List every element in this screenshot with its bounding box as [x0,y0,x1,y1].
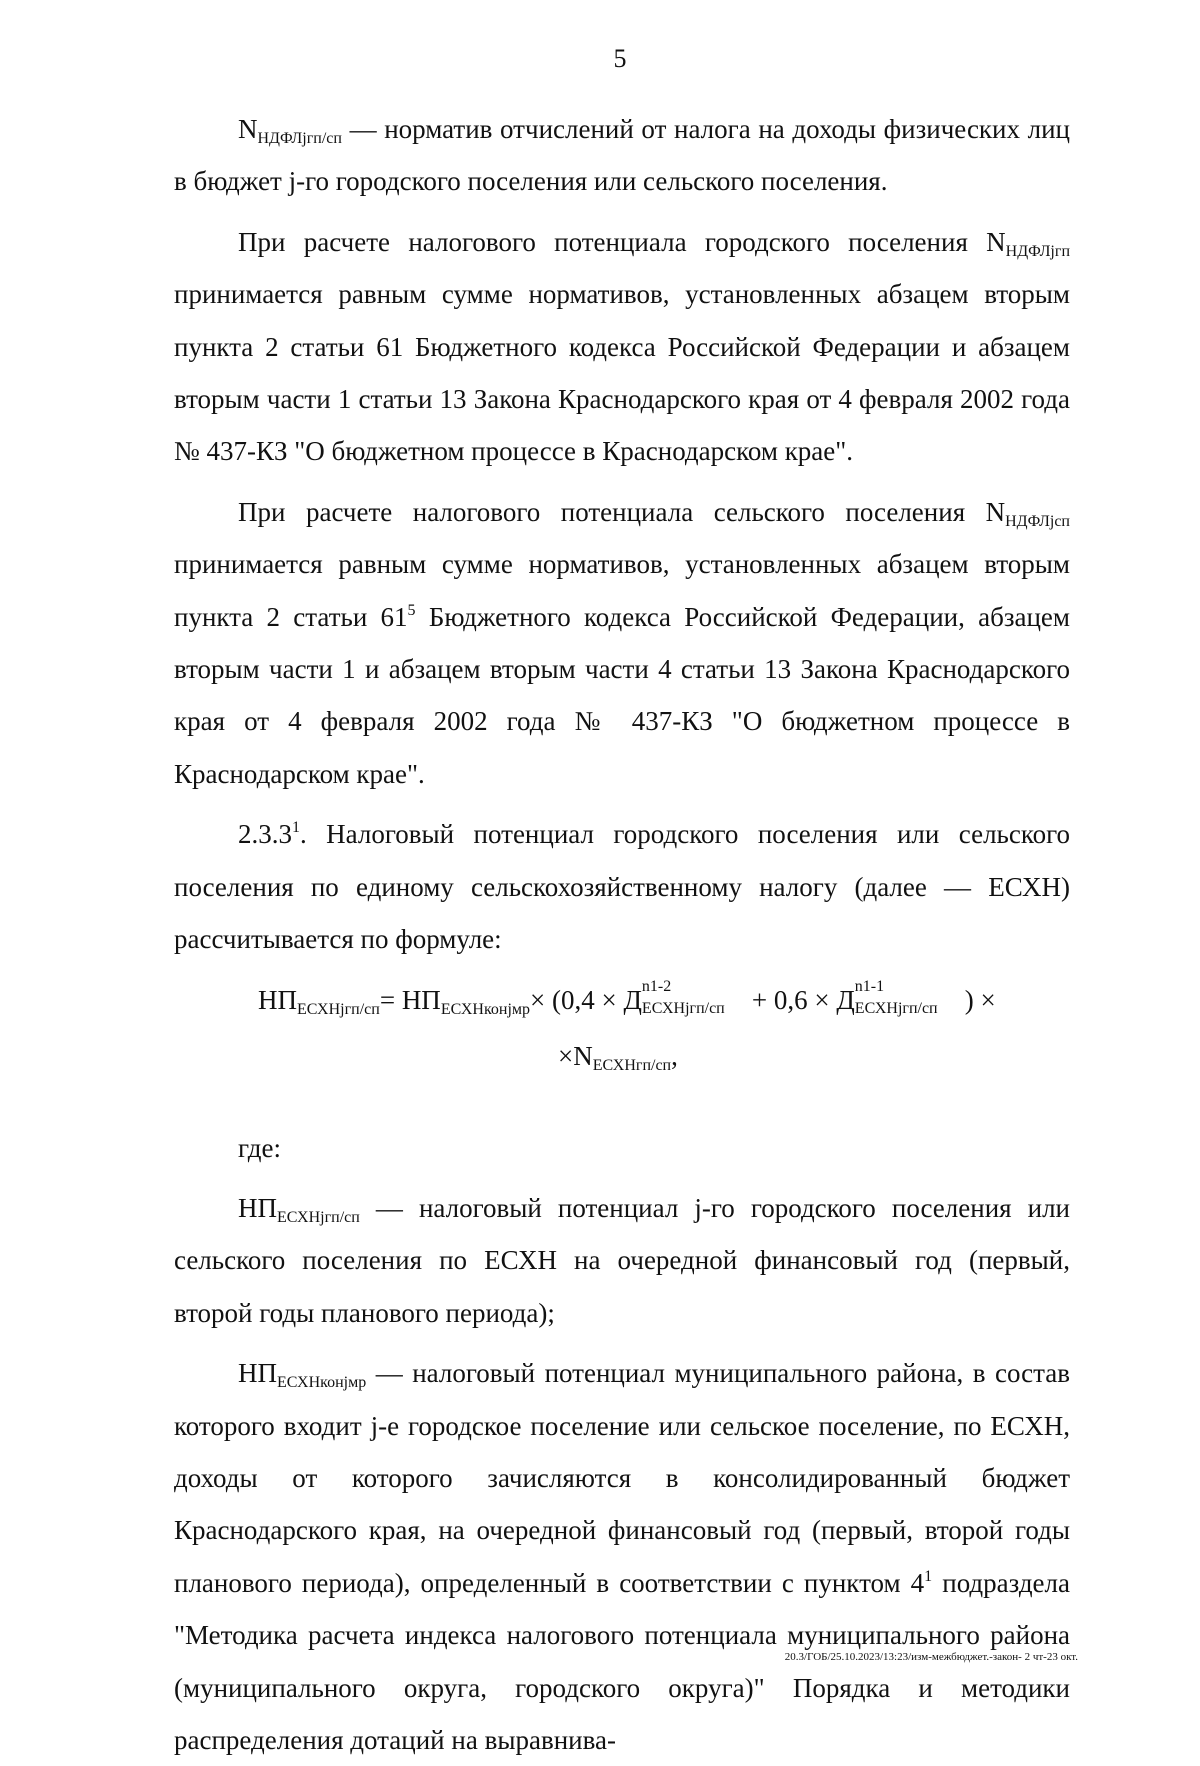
formula-term-1-superscript: n1-2 [641,978,672,996]
document-body [174,103,1070,1766]
symbol-subscript: НДФЛjгп/сп [257,130,342,147]
paragraph-text: При расчете налогового потенциала сельского поселения [238,496,986,527]
formula-multiplier: ×N [558,1040,593,1071]
formula-equals: = [379,984,402,1015]
paragraph-text: подраздела "Методика расчета индекса налогового потенциала муниципального района (муниципального округа, городского округа)" Порядка и методики распределения дотаций на выравнива- [174,1567,1071,1755]
paragraph-text: принимается равным сумме нормативов, установленных абзацем вторым пункта 2 статьи 61 Бюджетного кодекса Российской Федерации и абзацем вторым части 1 статьи 13 Закона Краснодарского края от 4 февраля 2002 года № 437-КЗ "О бюджетном процессе в Краснодарском крае". [174,279,1070,467]
symbol-base: N [238,114,258,144]
formula-lhs-subscript: ЕСХНjгп/сп [297,1000,380,1018]
paragraph-urban-settlement [174,216,1070,478]
article-superscript: 5 [407,601,416,619]
symbol-subscript: ЕСХНконjмр [277,1374,367,1392]
formula-line-1 [258,974,996,1026]
formula-rhs: НП [401,984,441,1015]
formula-term-2-indices [854,978,965,1018]
footer-file-reference: 20.3/ГОБ/25.10.2023/13:23/изм-межбюджет.-закон- 2 чт-23 окт. [784,1651,1078,1663]
formula-multiplier-subscript: ЕСХНгп/сп [592,1056,672,1074]
paragraph-text: принимается равным сумме нормативов, установленных абзацем вторым пункта 2 статьи 61 [174,549,1070,632]
point-superscript: 1 [924,1567,933,1585]
paragraph-text: Бюджетного кодекса Российской Федерации, абзацем вторым части 1 и абзацем вторым части 4 статьи 13 Закона Краснодарского края от 4 февраля 2002 года № 437-КЗ "О бюджетном процессе в Краснодарском крае". [174,601,1071,789]
paragraph-text: . Налоговый потенциал городского поселения или сельского поселения по единому сельскохозяйственному налогу (далее — ЕСХН) рассчитывается по формуле: [174,819,1070,955]
formula-term-2-superscript: n1-1 [854,978,885,996]
paragraph-rural-settlement [174,486,1070,800]
symbol-base: N [985,496,1006,527]
paragraph-text: — норматив отчислений от налога на доходы физических лиц в бюджет j-го городского поселения или сельского поселения. [174,114,1070,197]
symbol-subscript: ЕСХНjгп/сп [277,1208,360,1226]
symbol-base: НП [238,1192,277,1223]
paragraph-text: — налоговый потенциал j-го городского поселения или сельского поселения по ЕСХН на очередной финансовый год (первый, второй годы планового периода); [174,1192,1070,1328]
page-number: 5 [613,44,627,73]
symbol-base: НП [238,1358,277,1389]
symbol-base: N [986,226,1006,257]
formula-eskhn [174,966,1070,1122]
paragraph-np-definition [174,1182,1070,1339]
section-superscript: 1 [292,819,300,837]
formula-line-2 [558,1030,678,1082]
formula-term-2: + 0,6 × Д [751,984,855,1015]
paragraph-np-municipal [174,1347,1070,1766]
formula-term-1: × (0,4 × Д [530,984,642,1015]
paragraph-ndfl-norm [174,103,1070,208]
section-number: 2.3.3 [238,819,292,850]
formula-lhs: НП [258,984,297,1015]
formula-term-1-subscript: ЕСХНjгп/сп [641,1000,725,1018]
symbol-subscript: НДФЛjсп [1005,512,1070,530]
where-label: где: [238,1132,281,1163]
paragraph-section-2-3-3-1 [174,808,1070,965]
formula-term-2-subscript: ЕСХНjгп/сп [854,1000,938,1018]
formula-term-1-indices [641,978,752,1018]
formula-closing: ) × [964,984,996,1015]
paragraph-text: При расчете налогового потенциала городского поселения [238,226,987,257]
formula-rhs-subscript: ЕСХНконjмр [440,1000,531,1018]
paragraph-text: — налоговый потенциал муниципального района, в состав которого входит j-е городское поселение или сельское поселение, по ЕСХН, доходы от которого зачисляются в консолидированный бюджет Краснодарского края, на очередной финансовый год (первый, второй годы планового периода), определенный в соответствии с пунктом 4 [174,1358,1070,1598]
formula-comma: , [671,1040,678,1071]
symbol-subscript: НДФЛjгп [1005,242,1070,260]
